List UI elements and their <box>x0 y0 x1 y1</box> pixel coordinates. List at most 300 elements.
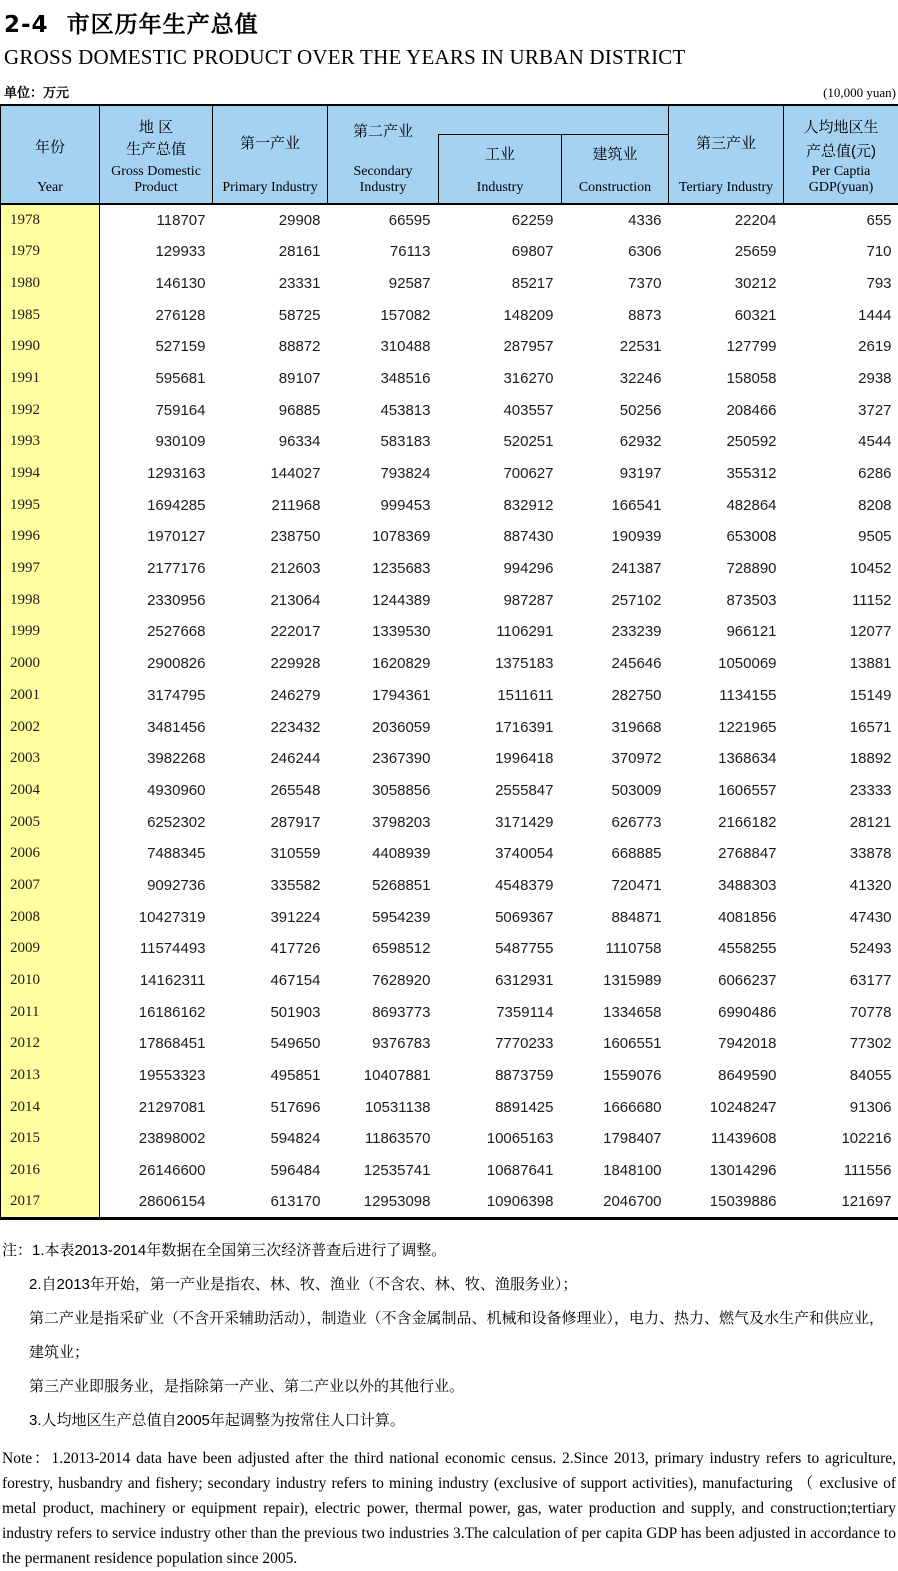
table-row <box>1 1187 898 1219</box>
col-header-construction-en: Construction <box>579 180 651 196</box>
value-cell: 13881 <box>784 648 898 680</box>
value-cell: 1798407 <box>561 1123 669 1155</box>
col-header-construction <box>562 135 668 203</box>
value-cell: 1716391 <box>438 711 561 743</box>
value-cell: 265548 <box>213 775 328 807</box>
value-cell: 92587 <box>328 268 438 300</box>
value-cell: 1848100 <box>561 1155 669 1187</box>
value-cell: 873503 <box>669 584 784 616</box>
value-cell: 229928 <box>213 648 328 680</box>
note-line: 第二产业是指采矿业（不含开采辅助活动），制造业（不含金属制品、机械和设备修理业），电力、热力、燃气及水生产和供应业，建筑业； <box>2 1302 894 1370</box>
value-cell: 146130 <box>100 268 213 300</box>
value-cell: 501903 <box>213 996 328 1028</box>
value-cell: 211968 <box>213 489 328 521</box>
value-cell: 1368634 <box>669 743 784 775</box>
value-cell: 223432 <box>213 711 328 743</box>
value-cell: 10427319 <box>100 901 213 933</box>
value-cell: 6306 <box>561 236 669 268</box>
value-cell: 7942018 <box>669 1028 784 1060</box>
value-cell: 213064 <box>213 584 328 616</box>
value-cell: 69807 <box>438 236 561 268</box>
unit-label-en: (10,000 yuan) <box>823 85 896 101</box>
unit-label-zh: 单位：万元 <box>4 82 69 101</box>
col-header-percapita <box>784 105 898 204</box>
year-cell: 2003 <box>1 743 100 775</box>
value-cell: 96885 <box>213 394 328 426</box>
note-line: 3.人均地区生产总值自2005年起调整为按常住人口计算。 <box>2 1404 894 1438</box>
value-cell: 287957 <box>438 331 561 363</box>
year-cell: 1993 <box>1 426 100 458</box>
col-header-industry <box>439 135 562 203</box>
table-number: 2-4 <box>4 12 49 38</box>
col-header-percapita-zh: 人均地区生产总值(元) <box>800 116 882 164</box>
value-cell: 549650 <box>213 1028 328 1060</box>
year-cell: 1995 <box>1 489 100 521</box>
table-row <box>1 743 898 775</box>
value-cell: 1078369 <box>328 521 438 553</box>
value-cell: 11152 <box>784 584 898 616</box>
year-cell: 1996 <box>1 521 100 553</box>
year-cell: 2000 <box>1 648 100 680</box>
year-cell: 2005 <box>1 806 100 838</box>
value-cell: 287917 <box>213 806 328 838</box>
value-cell: 710 <box>784 236 898 268</box>
value-cell: 33878 <box>784 838 898 870</box>
year-cell: 1990 <box>1 331 100 363</box>
year-cell: 1992 <box>1 394 100 426</box>
col-header-gdp-en: Gross Domestic Product <box>102 164 210 196</box>
table-row <box>1 648 898 680</box>
table-row <box>1 996 898 1028</box>
value-cell: 7370 <box>561 268 669 300</box>
value-cell: 527159 <box>100 331 213 363</box>
value-cell: 1375183 <box>438 648 561 680</box>
table-row <box>1 268 898 300</box>
value-cell: 148209 <box>438 299 561 331</box>
value-cell: 1110758 <box>561 933 669 965</box>
value-cell: 10687641 <box>438 1155 561 1187</box>
value-cell: 158058 <box>669 363 784 395</box>
value-cell: 966121 <box>669 616 784 648</box>
value-cell: 85217 <box>438 268 561 300</box>
year-cell: 2006 <box>1 838 100 870</box>
value-cell: 62932 <box>561 426 669 458</box>
value-cell: 63177 <box>784 965 898 997</box>
value-cell: 246244 <box>213 743 328 775</box>
gdp-table <box>0 104 898 1220</box>
value-cell: 728890 <box>669 553 784 585</box>
col-header-year-zh: 年份 <box>35 136 65 157</box>
value-cell: 2900826 <box>100 648 213 680</box>
value-cell: 5954239 <box>328 901 438 933</box>
value-cell: 5487755 <box>438 933 561 965</box>
value-cell: 10248247 <box>669 1091 784 1123</box>
col-header-industry-en: Industry <box>477 180 524 196</box>
value-cell: 594824 <box>213 1123 328 1155</box>
col-header-gdp-zh2: 生产总值 <box>126 139 186 162</box>
value-cell: 467154 <box>213 965 328 997</box>
value-cell: 62259 <box>438 204 561 236</box>
value-cell: 1050069 <box>669 648 784 680</box>
value-cell: 999453 <box>328 489 438 521</box>
value-cell: 23333 <box>784 775 898 807</box>
col-header-year-en: Year <box>37 180 63 196</box>
value-cell: 2367390 <box>328 743 438 775</box>
year-cell: 2008 <box>1 901 100 933</box>
col-header-primary-zh: 第一产业 <box>240 132 300 153</box>
table-row <box>1 1123 898 1155</box>
value-cell: 987287 <box>438 584 561 616</box>
value-cell: 5069367 <box>438 901 561 933</box>
value-cell: 28121 <box>784 806 898 838</box>
value-cell: 1221965 <box>669 711 784 743</box>
value-cell: 1106291 <box>438 616 561 648</box>
value-cell: 1606551 <box>561 1028 669 1060</box>
year-cell: 2016 <box>1 1155 100 1187</box>
col-header-percapita-en: Per Captia GDP(yuan) <box>795 164 887 196</box>
value-cell: 453813 <box>328 394 438 426</box>
year-cell: 1998 <box>1 584 100 616</box>
value-cell: 8693773 <box>328 996 438 1028</box>
table-row <box>1 838 898 870</box>
value-cell: 157082 <box>328 299 438 331</box>
value-cell: 18892 <box>784 743 898 775</box>
unit-row <box>0 70 898 104</box>
value-cell: 2046700 <box>561 1187 669 1219</box>
value-cell: 520251 <box>438 426 561 458</box>
table-row <box>1 363 898 395</box>
value-cell: 1444 <box>784 299 898 331</box>
value-cell: 21297081 <box>100 1091 213 1123</box>
value-cell: 208466 <box>669 394 784 426</box>
col-header-industry-zh: 工业 <box>485 143 515 164</box>
col-header-secondary-en: Secondary Industry <box>330 164 436 196</box>
table-row <box>1 458 898 490</box>
value-cell: 276128 <box>100 299 213 331</box>
value-cell: 7359114 <box>438 996 561 1028</box>
value-cell: 482864 <box>669 489 784 521</box>
value-cell: 503009 <box>561 775 669 807</box>
value-cell: 355312 <box>669 458 784 490</box>
value-cell: 3798203 <box>328 806 438 838</box>
value-cell: 1559076 <box>561 1060 669 1092</box>
value-cell: 77302 <box>784 1028 898 1060</box>
value-cell: 310488 <box>328 331 438 363</box>
value-cell: 8873759 <box>438 1060 561 1092</box>
value-cell: 3174795 <box>100 680 213 712</box>
note-line: 第三产业即服务业，是指除第一产业、第二产业以外的其他行业。 <box>2 1370 894 1404</box>
year-cell: 1994 <box>1 458 100 490</box>
value-cell: 93197 <box>561 458 669 490</box>
col-header-secondary-group <box>328 105 669 204</box>
value-cell: 96334 <box>213 426 328 458</box>
year-cell: 2009 <box>1 933 100 965</box>
value-cell: 759164 <box>100 394 213 426</box>
value-cell: 250592 <box>669 426 784 458</box>
value-cell: 7628920 <box>328 965 438 997</box>
value-cell: 1511611 <box>438 680 561 712</box>
table-row <box>1 680 898 712</box>
value-cell: 1339530 <box>328 616 438 648</box>
value-cell: 10407881 <box>328 1060 438 1092</box>
value-cell: 2619 <box>784 331 898 363</box>
value-cell: 9376783 <box>328 1028 438 1060</box>
value-cell: 166541 <box>561 489 669 521</box>
value-cell: 118707 <box>100 204 213 236</box>
table-row <box>1 775 898 807</box>
value-cell: 348516 <box>328 363 438 395</box>
value-cell: 25659 <box>669 236 784 268</box>
value-cell: 14162311 <box>100 965 213 997</box>
note-line: 2.自2013年开始，第一产业是指农、林、牧、渔业（不含农、林、牧、渔服务业）； <box>2 1268 894 1302</box>
value-cell: 10906398 <box>438 1187 561 1219</box>
value-cell: 66595 <box>328 204 438 236</box>
table-body <box>1 204 898 1218</box>
value-cell: 144027 <box>213 458 328 490</box>
col-header-tertiary <box>669 105 784 204</box>
value-cell: 8649590 <box>669 1060 784 1092</box>
value-cell: 52493 <box>784 933 898 965</box>
year-cell: 1978 <box>1 204 100 236</box>
table-row <box>1 965 898 997</box>
col-header-secondary <box>328 106 438 203</box>
value-cell: 6066237 <box>669 965 784 997</box>
year-cell: 2012 <box>1 1028 100 1060</box>
year-cell: 2004 <box>1 775 100 807</box>
value-cell: 310559 <box>213 838 328 870</box>
col-header-tertiary-zh: 第三产业 <box>696 132 756 153</box>
value-cell: 4336 <box>561 204 669 236</box>
value-cell: 3982268 <box>100 743 213 775</box>
value-cell: 370972 <box>561 743 669 775</box>
col-header-secondary-zh: 第二产业 <box>353 120 413 141</box>
value-cell: 3058856 <box>328 775 438 807</box>
value-cell: 417726 <box>213 933 328 965</box>
value-cell: 884871 <box>561 901 669 933</box>
table-row <box>1 933 898 965</box>
table-row <box>1 236 898 268</box>
year-cell: 2010 <box>1 965 100 997</box>
value-cell: 4930960 <box>100 775 213 807</box>
value-cell: 121697 <box>784 1187 898 1219</box>
year-cell: 2015 <box>1 1123 100 1155</box>
value-cell: 241387 <box>561 553 669 585</box>
value-cell: 28161 <box>213 236 328 268</box>
value-cell: 583183 <box>328 426 438 458</box>
value-cell: 10452 <box>784 553 898 585</box>
table-row <box>1 1060 898 1092</box>
value-cell: 1996418 <box>438 743 561 775</box>
value-cell: 47430 <box>784 901 898 933</box>
table-row <box>1 711 898 743</box>
value-cell: 41320 <box>784 870 898 902</box>
value-cell: 319668 <box>561 711 669 743</box>
value-cell: 222017 <box>213 616 328 648</box>
value-cell: 613170 <box>213 1187 328 1219</box>
note-english: Note：1.2013-2014 data have been adjusted after the third national economic census. 2.Since 2013, primary industry refers to agriculture, forestry, husbandry and fishery; secondary industry refers to mining industry (exclusive of support activities), manufacturing （ exclusive of metal product, machinery or equipment repair), electric power, thermal power, gas, water production and supply, and construction;tertiary industry refers to service industry other than the previous two industries 3.The calculation of per capita GDP has been adjusted in accordance to the permanent residence population since 2005. <box>0 1438 898 1571</box>
value-cell: 11439608 <box>669 1123 784 1155</box>
value-cell: 257102 <box>561 584 669 616</box>
col-header-primary <box>213 105 328 204</box>
value-cell: 3481456 <box>100 711 213 743</box>
value-cell: 1334658 <box>561 996 669 1028</box>
col-header-year <box>1 105 100 204</box>
value-cell: 4548379 <box>438 870 561 902</box>
value-cell: 84055 <box>784 1060 898 1092</box>
year-cell: 1985 <box>1 299 100 331</box>
value-cell: 3488303 <box>669 870 784 902</box>
table-row <box>1 870 898 902</box>
value-cell: 190939 <box>561 521 669 553</box>
value-cell: 2527668 <box>100 616 213 648</box>
value-cell: 17868451 <box>100 1028 213 1060</box>
value-cell: 2166182 <box>669 806 784 838</box>
table-row <box>1 426 898 458</box>
value-cell: 1694285 <box>100 489 213 521</box>
table-row <box>1 489 898 521</box>
value-cell: 1620829 <box>328 648 438 680</box>
value-cell: 10531138 <box>328 1091 438 1123</box>
value-cell: 10065163 <box>438 1123 561 1155</box>
value-cell: 653008 <box>669 521 784 553</box>
value-cell: 23331 <box>213 268 328 300</box>
value-cell: 720471 <box>561 870 669 902</box>
value-cell: 335582 <box>213 870 328 902</box>
value-cell: 793 <box>784 268 898 300</box>
value-cell: 5268851 <box>328 870 438 902</box>
col-header-primary-en: Primary Industry <box>222 180 317 196</box>
value-cell: 8891425 <box>438 1091 561 1123</box>
year-cell: 2017 <box>1 1187 100 1219</box>
table-row <box>1 1028 898 1060</box>
value-cell: 316270 <box>438 363 561 395</box>
table-row <box>1 901 898 933</box>
value-cell: 12077 <box>784 616 898 648</box>
value-cell: 700627 <box>438 458 561 490</box>
value-cell: 15149 <box>784 680 898 712</box>
year-cell: 1979 <box>1 236 100 268</box>
value-cell: 23898002 <box>100 1123 213 1155</box>
value-cell: 3740054 <box>438 838 561 870</box>
value-cell: 11574493 <box>100 933 213 965</box>
table-header <box>1 105 898 204</box>
value-cell: 668885 <box>561 838 669 870</box>
value-cell: 89107 <box>213 363 328 395</box>
value-cell: 29908 <box>213 204 328 236</box>
value-cell: 994296 <box>438 553 561 585</box>
table-row <box>1 1155 898 1187</box>
year-cell: 1991 <box>1 363 100 395</box>
value-cell: 832912 <box>438 489 561 521</box>
value-cell: 1606557 <box>669 775 784 807</box>
col-header-gdp-zh1: 地 区 <box>139 116 173 137</box>
value-cell: 11863570 <box>328 1123 438 1155</box>
value-cell: 8873 <box>561 299 669 331</box>
table-row <box>1 394 898 426</box>
value-cell: 22531 <box>561 331 669 363</box>
value-cell: 76113 <box>328 236 438 268</box>
year-cell: 1980 <box>1 268 100 300</box>
value-cell: 4408939 <box>328 838 438 870</box>
value-cell: 1315989 <box>561 965 669 997</box>
value-cell: 7770233 <box>438 1028 561 1060</box>
value-cell: 88872 <box>213 331 328 363</box>
col-header-gdp <box>100 105 213 204</box>
value-cell: 19553323 <box>100 1060 213 1092</box>
value-cell: 9505 <box>784 521 898 553</box>
value-cell: 233239 <box>561 616 669 648</box>
year-cell: 2002 <box>1 711 100 743</box>
value-cell: 58725 <box>213 299 328 331</box>
value-cell: 6990486 <box>669 996 784 1028</box>
value-cell: 13014296 <box>669 1155 784 1187</box>
value-cell: 15039886 <box>669 1187 784 1219</box>
value-cell: 12535741 <box>328 1155 438 1187</box>
value-cell: 60321 <box>669 299 784 331</box>
value-cell: 1134155 <box>669 680 784 712</box>
table-row <box>1 521 898 553</box>
value-cell: 495851 <box>213 1060 328 1092</box>
value-cell: 2555847 <box>438 775 561 807</box>
value-cell: 6252302 <box>100 806 213 838</box>
table-row <box>1 806 898 838</box>
value-cell: 238750 <box>213 521 328 553</box>
value-cell: 596484 <box>213 1155 328 1187</box>
value-cell: 8208 <box>784 489 898 521</box>
col-header-construction-zh: 建筑业 <box>593 143 638 164</box>
table-row <box>1 204 898 236</box>
value-cell: 129933 <box>100 236 213 268</box>
value-cell: 28606154 <box>100 1187 213 1219</box>
table-row <box>1 616 898 648</box>
value-cell: 127799 <box>669 331 784 363</box>
value-cell: 246279 <box>213 680 328 712</box>
table-row <box>1 1091 898 1123</box>
value-cell: 6598512 <box>328 933 438 965</box>
value-cell: 70778 <box>784 996 898 1028</box>
year-cell: 2007 <box>1 870 100 902</box>
value-cell: 403557 <box>438 394 561 426</box>
value-cell: 7488345 <box>100 838 213 870</box>
value-cell: 22204 <box>669 204 784 236</box>
value-cell: 12953098 <box>328 1187 438 1219</box>
page-title-zh: 市区历年生产总值 <box>67 11 259 37</box>
value-cell: 2768847 <box>669 838 784 870</box>
year-cell: 2001 <box>1 680 100 712</box>
value-cell: 1970127 <box>100 521 213 553</box>
value-cell: 655 <box>784 204 898 236</box>
value-cell: 793824 <box>328 458 438 490</box>
value-cell: 517696 <box>213 1091 328 1123</box>
value-cell: 6312931 <box>438 965 561 997</box>
value-cell: 4544 <box>784 426 898 458</box>
value-cell: 9092736 <box>100 870 213 902</box>
value-cell: 1293163 <box>100 458 213 490</box>
value-cell: 111556 <box>784 1155 898 1187</box>
value-cell: 2330956 <box>100 584 213 616</box>
value-cell: 102216 <box>784 1123 898 1155</box>
value-cell: 2938 <box>784 363 898 395</box>
value-cell: 6286 <box>784 458 898 490</box>
value-cell: 26146600 <box>100 1155 213 1187</box>
table-row <box>1 553 898 585</box>
value-cell: 50256 <box>561 394 669 426</box>
table-row <box>1 331 898 363</box>
value-cell: 3171429 <box>438 806 561 838</box>
value-cell: 16186162 <box>100 996 213 1028</box>
value-cell: 282750 <box>561 680 669 712</box>
value-cell: 30212 <box>669 268 784 300</box>
